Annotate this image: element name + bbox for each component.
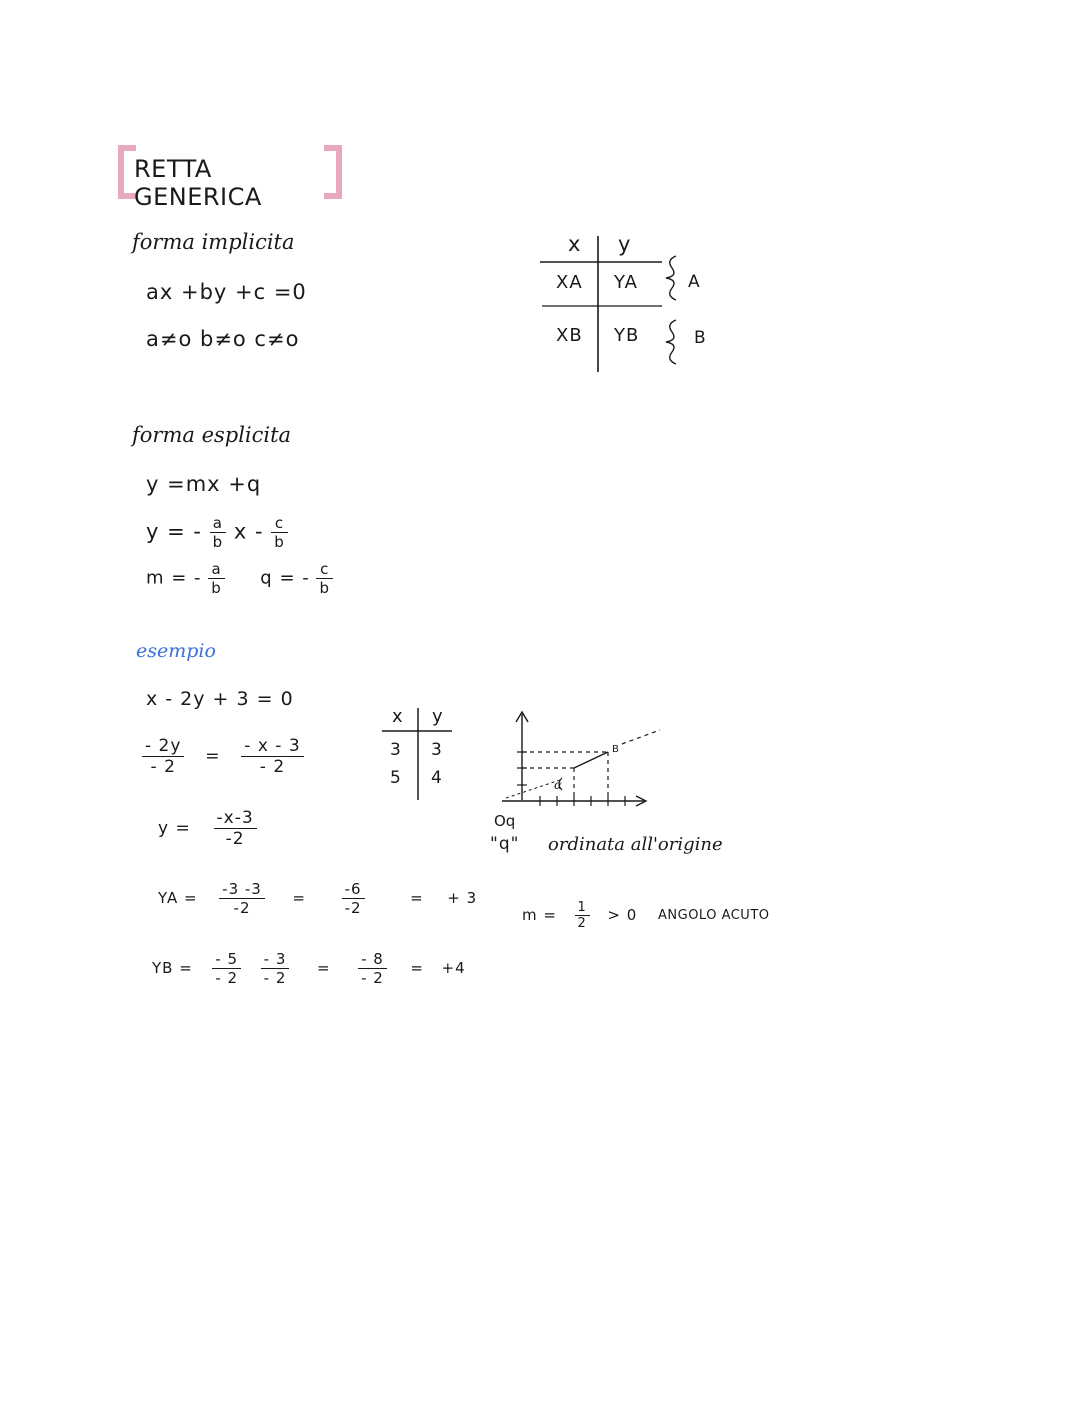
title-text: RETTA GENERICA bbox=[134, 155, 262, 211]
explicit-line2-frac1: $\frac{a}{b}$ bbox=[210, 514, 227, 551]
slope-label: m = bbox=[522, 906, 557, 924]
explicit-line2-mid: x - bbox=[233, 519, 264, 544]
example-heading: esempio bbox=[136, 640, 216, 662]
ya-eq: = bbox=[292, 889, 306, 907]
points-ya: YA bbox=[614, 272, 638, 293]
graph-origin-label: Oq bbox=[494, 812, 516, 830]
step2-frac: $\frac{-x-3}{-2}$ bbox=[214, 808, 257, 849]
implicit-equation: ax +by +c =0 bbox=[146, 280, 307, 304]
ex-table-header-x: x bbox=[392, 706, 404, 727]
m-frac: $\frac{a}{b}$ bbox=[208, 560, 225, 597]
m-label: m = - bbox=[146, 567, 202, 589]
ya-frac1: $\frac{-3 -3}{-2}$ bbox=[219, 880, 265, 917]
yb-frac3: $\frac{- 8}{- 2}$ bbox=[358, 950, 387, 987]
explicit-line2-frac2: $\frac{c}{b}$ bbox=[271, 514, 288, 551]
yb-result: +4 bbox=[441, 959, 466, 977]
ex-table-row1-x: 3 bbox=[390, 740, 402, 760]
implicit-conditions: a≠o b≠o c≠o bbox=[146, 327, 300, 351]
graph-point-label: B bbox=[612, 744, 619, 755]
yb-frac2: $\frac{- 3}{- 2}$ bbox=[261, 950, 290, 987]
q-label: q = - bbox=[260, 567, 310, 589]
explicit-equation: y =mx +q bbox=[146, 472, 262, 496]
q-frac: $\frac{c}{b}$ bbox=[316, 560, 333, 597]
explicit-heading: forma esplicita bbox=[132, 423, 292, 447]
ya-result: + 3 bbox=[447, 889, 478, 907]
slope-line bbox=[522, 900, 637, 931]
ex-table-row1-y: 3 bbox=[431, 740, 443, 760]
step1-right-frac: $\frac{- x - 3}{- 2}$ bbox=[241, 736, 303, 777]
explicit-line2-prefix: y = - bbox=[146, 519, 202, 544]
ya-eq2: = bbox=[410, 889, 424, 907]
step2-label: y = bbox=[158, 818, 191, 839]
points-yb: YB bbox=[614, 325, 640, 346]
yb-frac1: $\frac{- 5}{- 2}$ bbox=[212, 950, 241, 987]
points-xa: XA bbox=[556, 272, 583, 293]
graph-q-quote: "q" bbox=[490, 834, 520, 854]
slope-frac: $\frac{1}{2}$ bbox=[575, 900, 590, 931]
yb-label: YB = bbox=[152, 959, 193, 977]
ya-label: YA = bbox=[158, 889, 198, 907]
ya-frac2: $\frac{-6}{-2}$ bbox=[342, 880, 365, 917]
yb-eq: = bbox=[316, 959, 331, 977]
graph-angle-label: α bbox=[554, 778, 563, 792]
yb-eq2: = bbox=[410, 959, 424, 977]
step1-left-frac: $\frac{- 2y}{- 2}$ bbox=[142, 736, 184, 777]
points-header-y: y bbox=[618, 232, 632, 256]
step1-eq: = bbox=[205, 746, 221, 767]
slope-comparison: > 0 bbox=[607, 906, 638, 924]
points-label-a: A bbox=[688, 272, 701, 292]
ex-table-header-y: y bbox=[432, 706, 444, 727]
ex-table-row2-y: 4 bbox=[431, 768, 443, 788]
slope-conclusion: ANGOLO ACUTO bbox=[658, 908, 770, 923]
graph-q-description: ordinata all'origine bbox=[548, 834, 723, 855]
points-header-x: x bbox=[568, 232, 582, 256]
points-xb: XB bbox=[556, 325, 583, 346]
points-label-b: B bbox=[694, 328, 707, 348]
ex-table-row2-x: 5 bbox=[390, 768, 402, 788]
example-equation: x - 2y + 3 = 0 bbox=[146, 688, 294, 710]
implicit-heading: forma implicita bbox=[132, 230, 295, 254]
